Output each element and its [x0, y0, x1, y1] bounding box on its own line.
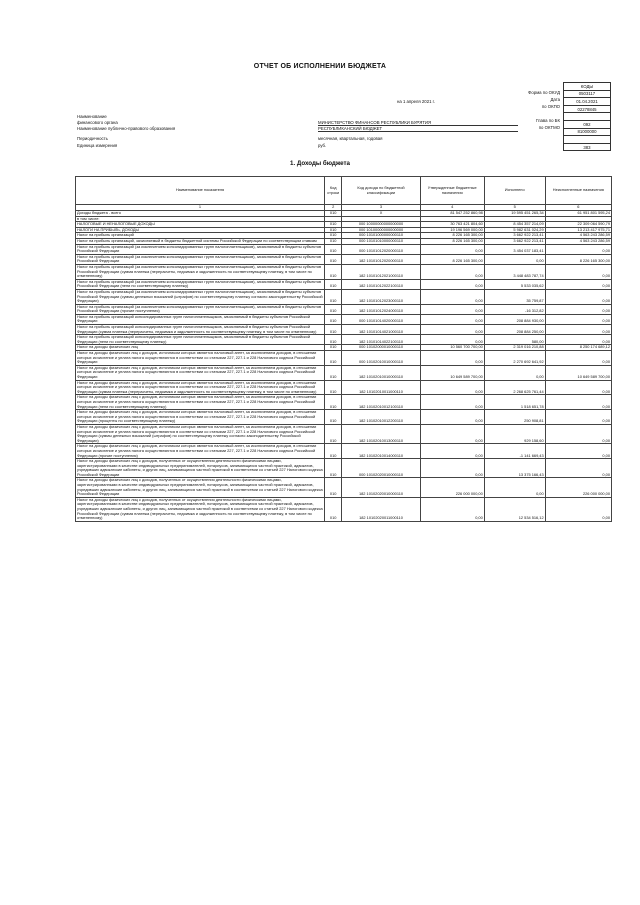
cell-kbk: 182 10102010012100110 — [342, 395, 420, 410]
cell-code: 010 — [324, 410, 341, 425]
cell-kbk: 000 10102020010000110 — [342, 459, 420, 478]
cell-executed: 0,00 — [484, 478, 545, 497]
meta-label-unit: Единица измерения — [77, 143, 118, 148]
col-number: 2 — [324, 205, 341, 211]
report-title: ОТЧЕТ ОБ ИСПОЛНЕНИИ БЮДЖЕТА — [253, 63, 387, 70]
cell-kbk: 182 10101012023000110 — [342, 289, 420, 304]
table-row — [76, 279, 612, 289]
cell-approved: 0,00 — [420, 395, 484, 410]
table-row — [76, 459, 612, 478]
cell-unexecuted: 0,00 — [545, 289, 611, 304]
report-date: на 1 апреля 2021 г. — [397, 99, 435, 104]
cell-code: 010 — [324, 380, 341, 395]
cell-unexecuted: 8 250 174 689,12 — [545, 345, 611, 351]
cell-unexecuted: 0,00 — [545, 279, 611, 289]
table-row — [76, 314, 612, 324]
code-value: 092 — [564, 120, 611, 128]
cell-name: Налог на прибыль организаций консолидированных групп налогоплательщиков, зачисляемый в бюджеты субъектов Российской Федерации (пени по соответствующему платежу) — [76, 335, 325, 345]
cell-code: 010 — [324, 497, 341, 521]
cell-executed: 2 268 625 761,44 — [484, 380, 545, 395]
cell-unexecuted: 0,00 — [545, 424, 611, 443]
cell-kbk: 182 10102010012200110 — [342, 410, 420, 425]
cell-kbk: 000 10102010010000110 — [342, 351, 420, 366]
cell-kbk: 182 10102010010000110 — [342, 365, 420, 380]
cell-kbk: 000 10102000010000110 — [342, 345, 420, 351]
cell-executed: 0,00 — [484, 365, 545, 380]
cell-executed: -16 312,82 — [484, 304, 545, 314]
cell-kbk: 182 10101014021000110 — [342, 325, 420, 335]
cell-executed: 0,00 — [484, 254, 545, 264]
cell-name: Налог на прибыль организаций консолидированных групп налогоплательщиков, зачисляемый в бюджеты субъектов Российской Федерации (сумма платежа (перерасчеты, недоимка и задолженность по соответствующему платежу, в том числе по отмененному) — [76, 325, 325, 335]
cell-approved: 10 560 700 700,00 — [420, 345, 484, 351]
cell-code: 010 — [324, 365, 341, 380]
cell-name: НАЛОГИ НА ПРИБЫЛЬ, ДОХОДЫ — [76, 227, 325, 233]
cell-code: 010 — [324, 325, 341, 335]
cell-unexecuted: 0,00 — [545, 244, 611, 254]
table-row — [76, 254, 612, 264]
code-value — [564, 136, 611, 144]
cell-code: 010 — [324, 279, 341, 289]
cell-kbk: 182 10102020010000110 — [342, 478, 420, 497]
cell-unexecuted: 0,00 — [545, 314, 611, 324]
code-label: по ОКПО — [541, 103, 560, 109]
cell-executed: 8 454 357 214,09 — [484, 222, 545, 228]
cell-unexecuted: 0,00 — [545, 304, 611, 314]
cell-executed: 208 884 250,00 — [484, 325, 545, 335]
cell-approved: 19 196 569 000,00 — [420, 227, 484, 233]
meta-label-ppo: Наименование публично-правового образования — [77, 126, 176, 131]
cell-code: 010 — [324, 345, 341, 351]
cell-executed: 2 270 692 641,92 — [484, 351, 545, 366]
cell-approved: 0,00 — [420, 279, 484, 289]
header-approved: Утвержденные бюджетные назначения — [420, 177, 484, 205]
cell-name: Налог на доходы физических лиц с доходов, источником которых является налоговый агент, за исключением доходов, в отношении которых исчисление и уплата налога осуществляются в соответствии со статьями 227, 227.1 и 228 Налогового кодекса Российской Федерации — [76, 351, 325, 366]
table-row — [76, 325, 612, 335]
cell-approved: 0,00 — [420, 424, 484, 443]
cell-kbk: 182 10102020011000110 — [342, 497, 420, 521]
cell-approved: 81 547 252 860,98 — [420, 211, 484, 217]
cell-unexecuted: 0,00 — [545, 459, 611, 478]
cell-executed: 2 319 016 210,88 — [484, 345, 545, 351]
cell-executed: 3 662 922 213,41 — [484, 238, 545, 244]
cell-approved: 8 226 165 300,00 — [420, 238, 484, 244]
revenue-table — [75, 176, 612, 522]
cell-code: 010 — [324, 351, 341, 366]
meta-value-ppo: РЕСПУБЛИКАНСКИЙ БЮДЖЕТ — [318, 126, 518, 132]
cell-name: Налог на прибыль организаций (за исключением консолидированных групп налогоплательщиков), зачисляемый в бюджеты субъектов Российской Федерации (сумма платежа (перерасчеты, недоимка и задолженность по соответствующему платежу, в том числе по отмененному) — [76, 264, 325, 279]
table-row — [76, 304, 612, 314]
cell-approved: 0,00 — [420, 444, 484, 459]
cell-approved: 226 000 000,00 — [420, 478, 484, 497]
cell-unexecuted: 10 649 589 700,00 — [545, 365, 611, 380]
cell-unexecuted: 4 563 243 286,59 — [545, 238, 611, 244]
cell-unexecuted: 0,00 — [545, 410, 611, 425]
cell-approved: 8 226 165 300,00 — [420, 233, 484, 239]
codes-box — [563, 82, 611, 151]
cell-code: 010 — [324, 304, 341, 314]
cell-approved: 0,00 — [420, 325, 484, 335]
meta-label-period: Периодичность — [77, 136, 108, 141]
cell-name: Доходы бюджета - всего — [76, 211, 325, 217]
header-executed: Исполнено — [484, 177, 545, 205]
cell-name: Налог на доходы физических лиц с доходов, источником которых является налоговый агент, за исключением доходов, в отношении которых исчисление и уплата налога осуществляются в соответствии со статьями 227, 227.1 и 228 Налогового кодекса Российской Федерации — [76, 365, 325, 380]
cell-kbk: 000 10101014020000110 — [342, 314, 420, 324]
cell-unexecuted: 4 563 243 286,59 — [545, 233, 611, 239]
cell-code: 010 — [324, 222, 341, 228]
cell-approved: 0,00 — [420, 335, 484, 345]
cell-unexecuted: 0,00 — [545, 351, 611, 366]
table-row — [76, 244, 612, 254]
cell-code: 010 — [324, 424, 341, 443]
cell-kbk: X — [342, 211, 420, 217]
cell-kbk: 000 10000000000000000 — [342, 222, 420, 228]
code-label: Глава по БК — [535, 117, 560, 123]
meta-label-fin-org: финансового органа — [77, 120, 118, 125]
cell-name: Налог на доходы физических лиц с доходов, источником которых является налоговый агент, за исключением доходов, в отношении которых исчисление и уплата налога осуществляются в соответствии со статьями 227, 227.1 и 228 Налогового кодекса Российской Федерации (проценты по соответствующему платежу) — [76, 410, 325, 425]
cell-executed: 250 908,81 — [484, 410, 545, 425]
cell-approved: 0,00 — [420, 351, 484, 366]
section-title: 1. Доходы бюджета — [290, 160, 350, 167]
cell-approved: 0,00 — [420, 244, 484, 254]
cell-name: Налог на доходы физических лиц с доходов, источником которых является налоговый агент, за исключением доходов, в отношении которых исчисление и уплата налога осуществляются в соответствии со статьями 227, 227.1 и 228 Налогового кодекса Российской Федерации (прочие поступления) — [76, 444, 325, 459]
meta-label-name: Наименование — [77, 114, 107, 119]
table-row — [76, 264, 612, 279]
cell-executed: 12 534 516,12 — [484, 497, 545, 521]
cell-unexecuted: 8 226 165 300,00 — [545, 254, 611, 264]
table-row — [76, 444, 612, 459]
cell-code: 010 — [324, 444, 341, 459]
cell-approved: 0,00 — [420, 289, 484, 304]
cell-unexecuted: 22 309 064 590,79 — [545, 222, 611, 228]
cell-name: Налог на прибыль организаций (за исключением консолидированных групп налогоплательщиков), зачисляемый в бюджеты субъектов Российской Федерации (прочие поступления) — [76, 304, 325, 314]
cell-kbk: 182 10101012020000110 — [342, 254, 420, 264]
cell-approved: 0,00 — [420, 410, 484, 425]
cell-code: 010 — [324, 227, 341, 233]
cell-unexecuted: 0,00 — [545, 325, 611, 335]
cell-executed: 208 884 930,00 — [484, 314, 545, 324]
cell-approved: 0,00 — [420, 264, 484, 279]
table-row — [76, 351, 612, 366]
cell-approved: 0,00 — [420, 314, 484, 324]
cell-name: Налог на прибыль организаций, зачисляемый в бюджеты бюджетной системы Российской Федерации по соответствующим ставкам — [76, 238, 325, 244]
cell-code: 010 — [324, 335, 341, 345]
cell-name: Налог на доходы физических лиц с доходов, полученных от осуществления деятельности физическими лицами, зарегистрированными в качестве индивидуальных предпринимателей, нотариусов, занимающихся частной практикой, адвокатов, учредивших адвокатские кабинеты, и других лиц, занимающихся частной практикой в соответствии со статьей 227 Налогового кодекса Российской Федерации — [77, 477, 323, 497]
col-number: 4 — [420, 205, 484, 211]
header-kbk: Код дохода по бюджетной классификации — [342, 177, 420, 205]
cell-name: Налог на прибыль организаций (за исключением консолидированных групп налогоплательщиков), зачисляемый в бюджеты субъектов Российской Федерации (суммы денежных взысканий (штрафов) по соответствующему платежу согласно законодательству Российской Федерации) — [77, 288, 323, 304]
cell-unexecuted: 0,00 — [545, 444, 611, 459]
cell-executed: 1 518 651,78 — [484, 395, 545, 410]
meta-value-period: месячная, квартальная, годовая — [318, 136, 383, 141]
cell-kbk: 182 10101014022100110 — [342, 335, 420, 345]
cell-kbk: 182 10102010013000110 — [342, 424, 420, 443]
code-value: 02278845 — [564, 105, 611, 113]
cell-approved: 0,00 — [420, 459, 484, 478]
code-value: 383 — [564, 143, 611, 151]
code-value: 81000000 — [564, 128, 611, 136]
table-row — [76, 424, 612, 443]
cell-unexecuted: 61 951 801 595,24 — [545, 211, 611, 217]
cell-name: Налог на доходы физических лиц с доходов, источником которых является налоговый агент, за исключением доходов, в отношении которых исчисление и уплата налога осуществляются в соответствии со статьями 227, 227.1 и 228 Налогового кодекса Российской Федерации (пени по соответствующему платежу) — [76, 395, 325, 410]
cell-name: Налог на доходы физических лиц с доходов, полученных от осуществления деятельности физическими лицами, зарегистрированными в качестве индивидуальных предпринимателей, нотариусов, занимающихся частной практикой, адвокатов, учредивших адвокатские кабинеты, и других лиц, занимающихся частной практикой в соответствии со статьей 227 Налогового кодекса Российской Федерации — [77, 458, 323, 477]
col-number: 3 — [342, 205, 420, 211]
col-number: 1 — [76, 205, 325, 211]
cell-name: Налог на прибыль организаций консолидированных групп налогоплательщиков, зачисляемый в бюджеты субъектов Российской Федерации — [76, 314, 325, 324]
cell-kbk: 000 10100000000000000 — [342, 227, 420, 233]
table-row — [76, 380, 612, 395]
cell-name: Налог на доходы физических лиц с доходов, источником которых является налоговый агент, за исключением доходов, в отношении которых исчисление и уплата налога осуществляются в соответствии со статьями 227, 227.1 и 228 Налогового кодекса Российской Федерации (суммы денежных взысканий (штрафов) по соответствующему платежу согласно законодательству Российской Федерации) — [76, 424, 325, 443]
cell-approved: 8 226 165 300,00 — [420, 254, 484, 264]
cell-code: 010 — [324, 459, 341, 478]
table-row — [76, 395, 612, 410]
cell-code: 010 — [324, 395, 341, 410]
table-row — [76, 335, 612, 345]
cell-executed: 3 448 483 787,74 — [484, 264, 545, 279]
cell-code: 010 — [324, 478, 341, 497]
cell-code: 010 — [324, 254, 341, 264]
cell-unexecuted: 0,00 — [545, 380, 611, 395]
cell-unexecuted: 0,00 — [545, 497, 611, 521]
cell-executed: -1 141 669,43 — [484, 444, 545, 459]
table-header-row — [76, 177, 612, 205]
cell-approved: 0,00 — [420, 380, 484, 395]
col-number: 6 — [545, 205, 611, 211]
code-label: Дата — [550, 96, 560, 102]
table-row — [76, 478, 612, 497]
cell-unexecuted: 0,00 — [545, 264, 611, 279]
code-value: 01.04.2021 — [564, 98, 611, 106]
cell-kbk: 182 10102010014000110 — [342, 444, 420, 459]
cell-executed: 19 595 451 265,34 — [484, 211, 545, 217]
code-value: 0503117 — [564, 90, 611, 98]
header-name: Наименование показателя — [76, 177, 325, 205]
cell-kbk: 000 10101000000000110 — [342, 233, 420, 239]
cell-kbk: 182 10101012022100110 — [342, 279, 420, 289]
cell-approved: 0,00 — [420, 304, 484, 314]
cell-kbk: 182 10102010011000110 — [342, 380, 420, 395]
cell-unexecuted: 226 000 000,00 — [545, 478, 611, 497]
code-label: по ОКТМО — [538, 124, 560, 130]
meta-value-fin-org: МИНИСТЕРСТВО ФИНАНСОВ РЕСПУБЛИКИ БУРЯТИЯ — [318, 120, 518, 126]
cell-name: в том числе: — [76, 216, 325, 222]
cell-unexecuted: 0,00 — [545, 335, 611, 345]
cell-code: 010 — [324, 233, 341, 239]
meta-value-unit: руб. — [318, 143, 327, 148]
cell-unexecuted: 13 213 417 975,71 — [545, 227, 611, 233]
code-value — [564, 113, 611, 121]
cell-name: Налог на доходы физических лиц с доходов, полученных от осуществления деятельности физическими лицами, зарегистрированными в качестве индивидуальных предпринимателей, нотариусов, занимающихся частной практикой, адвокатов, учредивших адвокатские кабинеты, и других лиц, занимающихся частной практикой в соответствии со статьей 227 Налогового кодекса Российской Федерации (сумма платежа (перерасчеты, недоимка и задолженность по соответствующему платежу, в том числе по отмененному) — [77, 496, 323, 521]
cell-name: Налог на доходы физических лиц — [76, 345, 325, 351]
cell-code: 010 — [324, 211, 341, 217]
cell-kbk: 000 10101010000000110 — [342, 238, 420, 244]
cell-name: Налог на прибыль организаций (за исключением консолидированных групп налогоплательщиков), зачисляемый в бюджеты субъектов Российской Федерации — [76, 254, 325, 264]
cell-name: Налог на прибыль организаций (за исключением консолидированных групп налогоплательщиков), зачисляемый в бюджеты субъектов Российской Федерации — [76, 244, 325, 254]
code-label: Форма по ОКУД — [528, 89, 560, 95]
cell-executed: 3 454 037 183,41 — [484, 244, 545, 254]
cell-approved: 30 763 421 804,60 — [420, 222, 484, 228]
col-number: 5 — [484, 205, 545, 211]
cell-approved: 0,00 — [420, 497, 484, 521]
header-code: Код строки — [324, 177, 341, 205]
cell-approved: 10 649 589 700,00 — [420, 365, 484, 380]
cell-executed: 35 759,87 — [484, 289, 545, 304]
cell-name: НАЛОГОВЫЕ И НЕНАЛОГОВЫЕ ДОХОДЫ — [76, 222, 325, 228]
table-row — [76, 497, 612, 521]
cell-executed: 13 375 166,43 — [484, 459, 545, 478]
codes-heading: КОДЫ — [564, 83, 611, 91]
header-unexecuted: Неисполненные назначения — [545, 177, 611, 205]
cell-executed: 5 982 631 024,29 — [484, 227, 545, 233]
cell-code: 010 — [324, 238, 341, 244]
table-row — [76, 289, 612, 304]
cell-kbk: 000 10101012020000110 — [342, 244, 420, 254]
table-row — [76, 365, 612, 380]
cell-kbk: 182 10101012024000110 — [342, 304, 420, 314]
table-row — [76, 410, 612, 425]
cell-executed: 3 662 922 213,41 — [484, 233, 545, 239]
cell-executed: 580,00 — [484, 335, 545, 345]
cell-name: Налог на прибыль организаций — [76, 233, 325, 239]
cell-code: 010 — [324, 289, 341, 304]
cell-code: 010 — [324, 314, 341, 324]
cell-name: Налог на прибыль организаций (за исключением консолидированных групп налогоплательщиков), зачисляемый в бюджеты субъектов Российской Федерации (пени по соответствующему платежу) — [76, 279, 325, 289]
cell-executed: 929 158,60 — [484, 424, 545, 443]
cell-kbk: 182 10101012021000110 — [342, 264, 420, 279]
cell-name: Налог на доходы физических лиц с доходов, источником которых является налоговый агент, за исключением доходов, в отношении которых исчисление и уплата налога осуществляются в соответствии со статьями 227, 227.1 и 228 Налогового кодекса Российской Федерации (сумма платежа (перерасчеты, недоимка и задолженность по соответствующему платежу, в том числе по отмененному) — [76, 380, 325, 395]
cell-code: 010 — [324, 244, 341, 254]
cell-code: 010 — [324, 264, 341, 279]
cell-unexecuted: 0,00 — [545, 395, 611, 410]
cell-executed: 5 533 035,62 — [484, 279, 545, 289]
